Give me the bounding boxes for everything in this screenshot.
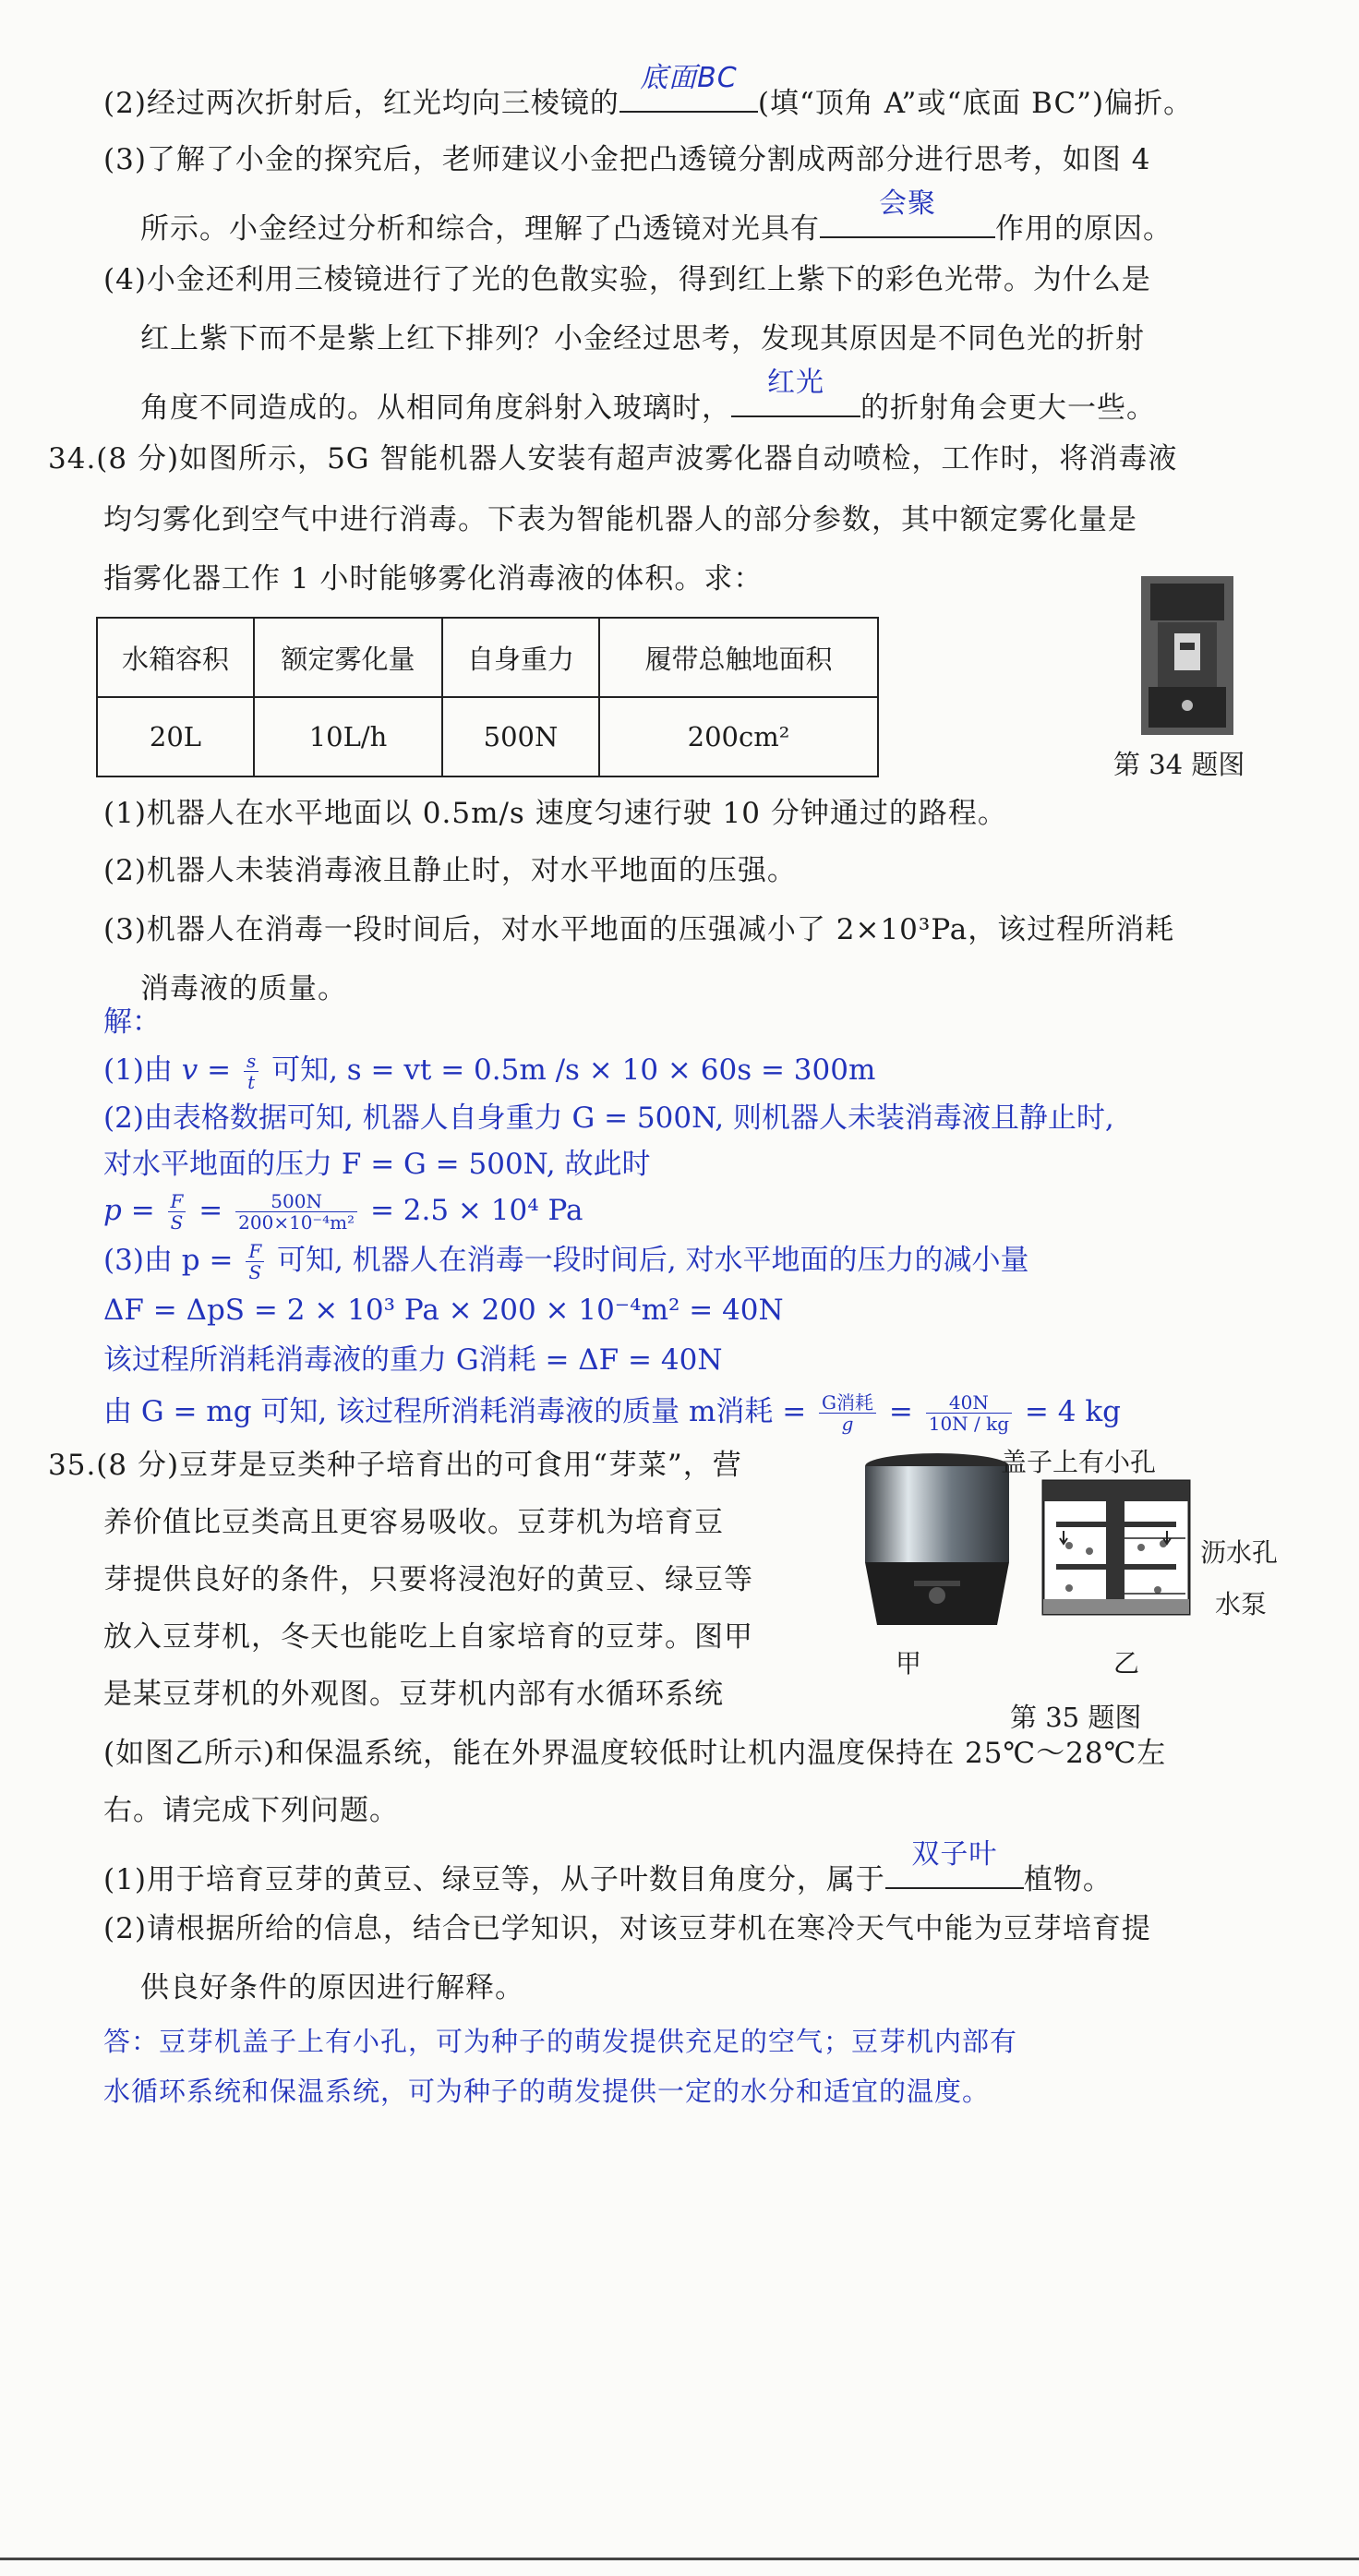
table-cell: 10L/h (254, 697, 442, 776)
q35-q1-pre: (1)用于培育豆芽的黄豆、绿豆等，从子叶数目角度分，属于 (103, 1863, 885, 1896)
solution-step-3b: ΔF = ΔpS = 2 × 10³ Pa × 200 × 10⁻⁴m² = 40N (103, 1294, 784, 1327)
fraction-s-over-t (244, 1051, 259, 1092)
q34-part-3a: (3)机器人在消毒一段时间后，对水平地面的压强减小了 2×10³Pa，该过程所消耗 (103, 913, 1175, 946)
q33-l1-post: (填“顶角 A”或“底面 BC”)偏折。 (757, 87, 1194, 120)
q33-l6-pre: 角度不同造成的。从相同角度斜射入玻璃时， (140, 391, 731, 425)
sol-text: = 4 kg (1024, 1395, 1121, 1428)
q33-l3-pre: 所示。小金经过分析和综合，理解了凸透镜对光具有 (140, 212, 820, 246)
q35-line-4: 放入豆芽机，冬天也能吃上自家培育的豆芽。图甲 (103, 1620, 753, 1654)
q35-answer-line-1: 答：豆芽机盖子上有小孔，可为种子的萌发提供充足的空气；豆芽机内部有 (103, 2026, 1018, 2057)
frac-den: S (248, 1261, 262, 1283)
frac-den: 10N / kg (928, 1413, 1010, 1435)
table-header: 额定雾化量 (254, 618, 442, 697)
q34-stem-line-3: 指雾化器工作 1 小时能够雾化消毒液的体积。求： (103, 562, 764, 596)
q35-line-1: 35.(8 分)豆芽是豆类种子培育出的可食用“芽菜”，营 (48, 1449, 742, 1482)
frac-num: G消耗 (819, 1392, 876, 1414)
table-header-row (97, 618, 878, 697)
sol-text: (3)由 p = (103, 1244, 234, 1277)
q33-line-6: 红上紫下而不是紫上红下排列？小金经过思考，发现其原因是不同色光的折射 (140, 322, 1145, 355)
q35-line-5: 是某豆芽机的外观图。豆芽机内部有水循环系统 (103, 1678, 724, 1711)
q33-line-2 (103, 62, 1194, 123)
solution-step-3c: 该过程所消耗消毒液的重力 G消耗 = ΔF = 40N (103, 1343, 723, 1377)
answer-redlight: 红光 (767, 367, 824, 399)
frac-num: F (246, 1241, 264, 1262)
table-header: 水箱容积 (97, 618, 254, 697)
q33-line-5: (4)小金还利用三棱镜进行了光的色散实验，得到红上紫下的彩色光带。为什么是 (103, 263, 1151, 296)
answer-base: 底面BC (640, 62, 738, 94)
page-bottom-rule (0, 2558, 1359, 2560)
q33-line-7 (140, 367, 1156, 427)
frac-den: S (170, 1211, 184, 1234)
fig-jia-label: 甲 (896, 1648, 922, 1679)
fig-yi-label: 乙 (1113, 1648, 1140, 1679)
table-cell: 200cm² (599, 697, 878, 776)
q35-part-1 (103, 1838, 1112, 1899)
q34-part-1: (1)机器人在水平地面以 0.5m/s 速度匀速行驶 10 分钟通过的路程。 (103, 797, 1007, 830)
sol-text: 可知, s = vt = 0.5m /s × 10 × 60s = 300m (262, 1053, 876, 1087)
q35-part-2b: 供良好条件的原因进行解释。 (140, 1971, 524, 2004)
table-header: 履带总触地面积 (599, 618, 878, 697)
answer-dicot: 双子叶 (911, 1838, 998, 1871)
q33-l6-post: 的折射角会更大一些。 (860, 391, 1156, 425)
parameter-table (96, 617, 879, 777)
fraction-f-over-s-2 (246, 1241, 264, 1282)
sol-text: = (198, 1194, 223, 1227)
solution-heading: 解： (103, 1005, 161, 1039)
q35-line-7: 右。请完成下列问题。 (103, 1794, 399, 1827)
fraction-g-over-g (819, 1392, 876, 1434)
fraction-pressure (235, 1191, 357, 1233)
solution-step-3d (103, 1392, 1121, 1434)
q34-part-2: (2)机器人未装消毒液且静止时，对水平地面的压强。 (103, 854, 797, 887)
frac-num: s (244, 1051, 259, 1072)
frac-den: 200×10⁻⁴m² (238, 1211, 355, 1234)
solution-step-1 (103, 1051, 875, 1092)
solution-step-3a (103, 1241, 1028, 1282)
sprout-machine-diagram (1038, 1474, 1195, 1621)
q34-part-3b: 消毒液的质量。 (140, 972, 347, 1005)
answer-converge: 会聚 (879, 187, 936, 220)
answer-blank-converge[interactable] (820, 187, 995, 238)
solution-step-2b: 对水平地面的压力 F = G = 500N, 故此时 (103, 1148, 651, 1181)
q33-line-3: (3)了解了小金的探究后，老师建议小金把凸透镜分割成两部分进行思考，如图 4 (103, 143, 1151, 176)
q33-l3-post: 作用的原因。 (995, 212, 1173, 246)
answer-blank-dicot[interactable] (885, 1838, 1024, 1889)
frac-num: F (168, 1191, 186, 1212)
q33-line-4 (140, 187, 1173, 248)
figure-35-caption: 第 35 题图 (1010, 1702, 1142, 1733)
frac-num: 500N (235, 1191, 357, 1212)
sol-formula: p = (103, 1194, 155, 1227)
q35-line-2: 养价值比豆类高且更容易吸收。豆芽机为培育豆 (103, 1506, 724, 1539)
solution-step-2c (103, 1191, 583, 1233)
frac-num: 40N (926, 1392, 1012, 1414)
sol-text: 可知, 机器人在消毒一段时间后, 对水平地面的压力的减小量 (268, 1244, 1029, 1277)
q35-answer-line-2: 水循环系统和保温系统，可为种子的萌发提供一定的水分和适宜的温度。 (103, 2076, 991, 2107)
sprout-machine-photo (849, 1450, 1025, 1634)
table-cell: 500N (442, 697, 599, 776)
figure-34-caption: 第 34 题图 (1113, 749, 1245, 780)
sol-text: 由 G = mg 可知, 该过程所消耗消毒液的质量 m消耗 = (103, 1395, 807, 1428)
q35-part-2a: (2)请根据所给的信息，结合已学知识，对该豆芽机在寒冷天气中能为豆芽培育提 (103, 1912, 1151, 1945)
robot-photo (1141, 576, 1233, 735)
q35-line-3: 芽提供良好的条件，只要将浸泡好的黄豆、绿豆等 (103, 1563, 753, 1596)
answer-blank-redlight[interactable] (731, 367, 860, 417)
table-row (97, 697, 878, 776)
frac-den: t (247, 1071, 256, 1093)
sol-text: = 2.5 × 10⁴ Pa (369, 1194, 583, 1227)
q35-line-6: (如图乙所示)和保温系统，能在外界温度较低时让机内温度保持在 25℃～28℃左 (103, 1737, 1167, 1770)
q35-q1-post: 植物。 (1023, 1863, 1112, 1896)
answer-blank-base[interactable] (619, 62, 758, 113)
fig-label-drain-holes: 沥水孔 (1200, 1537, 1279, 1568)
frac-den: g (841, 1413, 854, 1435)
table-cell: 20L (97, 697, 254, 776)
q34-stem-line-1: 34.(8 分)如图所示，5G 智能机器人安装有超声波雾化器自动喷检，工作时，将消毒液 (48, 442, 1178, 475)
fig-label-pump: 水泵 (1215, 1589, 1268, 1619)
fraction-f-over-s (168, 1191, 186, 1233)
sol-text: = (888, 1395, 913, 1428)
q33-l1-pre: (2)经过两次折射后，红光均向三棱镜的 (103, 87, 619, 120)
fraction-mass (926, 1392, 1012, 1434)
table-header: 自身重力 (442, 618, 599, 697)
fig-label-lid-holes: 盖子上有小孔 (1001, 1447, 1157, 1477)
solution-step-2a: (2)由表格数据可知, 机器人自身重力 G = 500N, 则机器人未装消毒液且静止时, (103, 1101, 1114, 1135)
q34-stem-line-2: 均匀雾化到空气中进行消毒。下表为智能机器人的部分参数，其中额定雾化量是 (103, 503, 1137, 536)
sol-text: (1)由 (103, 1053, 182, 1087)
sol-formula: v = (181, 1053, 232, 1087)
